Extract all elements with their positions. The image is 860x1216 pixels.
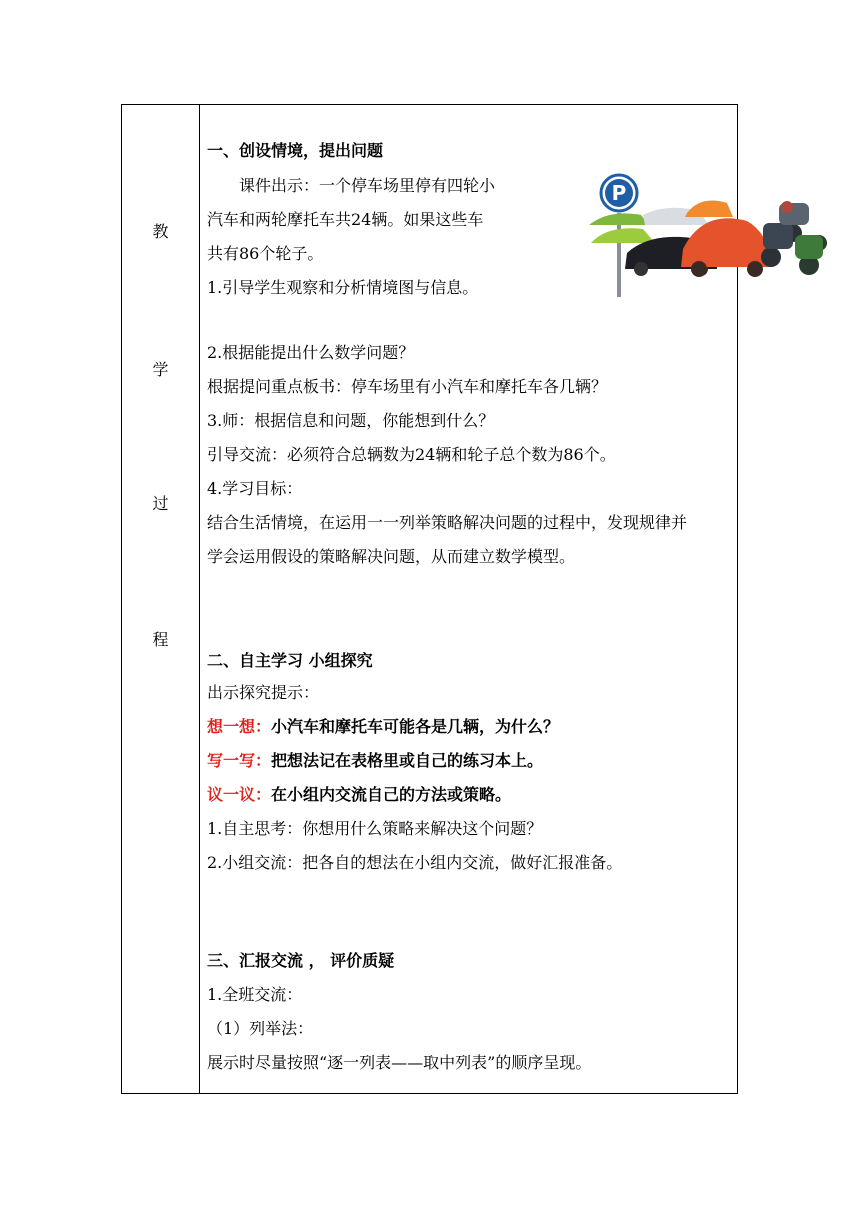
write-prompt [207, 751, 543, 771]
section1-item1: 1.引导学生观察和分析情境图与信息。 [207, 278, 479, 297]
car-icon [681, 218, 771, 267]
learning-goal-line: 学会运用假设的策略解决问题，从而建立数学模型。 [207, 547, 576, 566]
write-label: 写一写： [207, 751, 272, 770]
think-label: 想一想： [207, 717, 272, 736]
lesson-table [121, 104, 738, 1094]
section2-item2: 2.小组交流：把各自的想法在小组内交流，做好汇报准备。 [207, 853, 623, 872]
car-icon [589, 213, 649, 225]
motorcycle-icon [779, 201, 809, 225]
car-icon [591, 228, 655, 243]
section2-hint: 出示探究提示： [207, 683, 320, 702]
side-label-char: 程 [152, 630, 169, 649]
section1-item4: 4.学习目标： [207, 479, 303, 498]
section3-item1: 1.全班交流： [207, 985, 303, 1004]
column-divider [199, 105, 200, 1093]
think-prompt [207, 717, 559, 737]
learning-goal-line: 结合生活情境，在运用一一列举策略解决问题的过程中，发现规律并 [207, 513, 688, 532]
section1-item3-note: 引导交流：必须符合总辆数为24辆和轮子总个数为86个。 [207, 445, 616, 464]
think-text: 小汽车和摩托车可能各是几辆，为什么？ [271, 717, 560, 736]
section1-item2: 2.根据能提出什么数学问题？ [207, 343, 415, 362]
car-icon [685, 201, 733, 217]
section2-heading: 二、自主学习 小组探究 [207, 651, 373, 670]
discuss-prompt [207, 785, 511, 805]
section1-item3: 3.师：根据信息和问题，你能想到什么？ [207, 411, 495, 430]
side-label-char: 教 [152, 222, 169, 241]
section3-sub1: （1）列举法： [207, 1019, 314, 1038]
section1-heading: 一、创设情境，提出问题 [207, 141, 384, 160]
section1-intro: 课件出示：一个停车场里停有四轮小汽车和两轮摩托车共24辆。如果这些车共有86个轮子。 [207, 176, 496, 263]
motorcycle-icon [795, 235, 827, 275]
discuss-label: 议一议： [207, 785, 272, 804]
section2-item1: 1.自主思考：你想用什么策略来解决这个问题？ [207, 819, 543, 838]
discuss-text: 在小组内交流自己的方法或策略。 [271, 785, 512, 804]
section3-sub1-note: 展示时尽量按照“逐一列表——取中列表”的顺序呈现。 [207, 1053, 592, 1072]
section3-heading: 三、汇报交流 ， 评价质疑 [207, 951, 395, 970]
sign-pole [617, 213, 621, 297]
parking-lot-illustration [587, 173, 827, 299]
write-text: 把想法记在表格里或自己的练习本上。 [271, 751, 544, 770]
section1-item2-note: 根据提问重点板书：停车场里有小汽车和摩托车各几辆？ [207, 377, 608, 396]
side-label-char: 学 [152, 360, 169, 379]
sign-letter: P [611, 181, 627, 205]
side-label-char: 过 [152, 494, 169, 513]
